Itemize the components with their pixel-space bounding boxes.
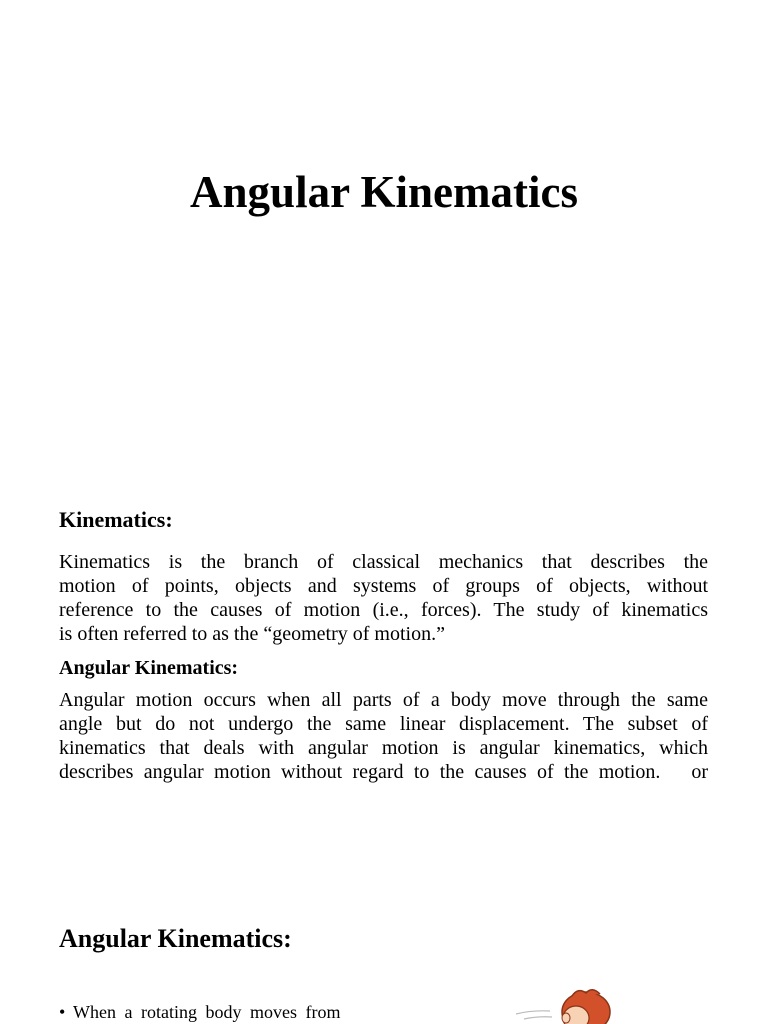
angular-line: kinematics that deals with angular motion is angular kinematics, which [59,737,708,759]
angular-line: angle but do not undergo the same linear displacement. The subset of [59,713,708,735]
kinematics-line: is often referred to as the “geometry of motion.” [59,623,445,645]
kinematics-paragraph [59,550,708,646]
kinematics-line: Kinematics is the branch of classical mechanics that describes the [59,551,708,573]
cartoon-child-icon [512,984,622,1024]
kinematics-line: reference to the causes of motion (i.e., forces). The study of kinematics [59,599,708,621]
angular-line: Angular motion occurs when all parts of a body move through the same [59,689,708,711]
slide-title: Angular Kinematics [190,167,578,217]
bullet-text: When a rotating body moves from [73,1002,341,1022]
bullet-item [59,1001,340,1023]
second-slide-heading: Angular Kinematics: [59,924,292,953]
angular-kinematics-heading: Angular Kinematics: [59,657,239,679]
kinematics-line: motion of points, objects and systems of groups of objects, without [59,575,708,597]
angular-line: describes angular motion without regard to the causes of the motion. or [59,761,708,783]
kinematics-heading: Kinematics: [59,507,173,532]
angular-kinematics-paragraph [59,688,708,784]
bullet-icon: • [59,1002,66,1022]
cartoon-child-illustration [512,984,622,1024]
